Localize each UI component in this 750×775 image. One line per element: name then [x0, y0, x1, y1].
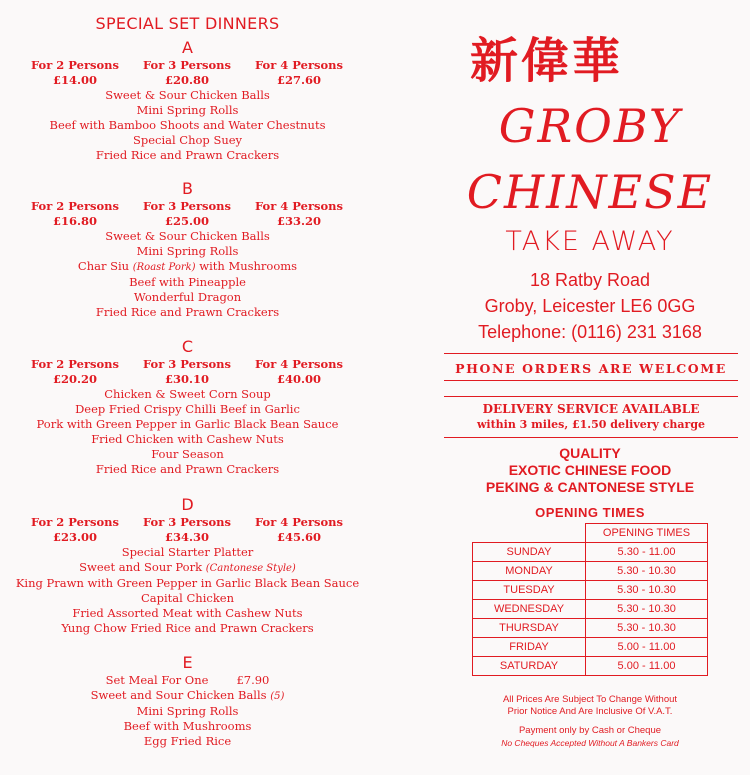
set-dinners-title: SPECIAL SET DINNERS: [95, 14, 280, 33]
dish-item: Yung Chow Fried Rice and Prawn Crackers: [61, 621, 314, 635]
table-row: [473, 657, 708, 676]
time-cell: 5.00 - 11.00: [586, 638, 708, 657]
dish-item: Capital Chicken: [140, 591, 234, 605]
takeaway-subtitle: TAKE AWAY: [505, 226, 675, 257]
time-cell: 5.30 - 10.30: [586, 581, 708, 600]
quality-line1: QUALITY: [559, 445, 621, 461]
quality-line2: EXOTIC CHINESE FOOD: [508, 462, 672, 478]
set-letter: A: [182, 38, 193, 57]
time-cell: 5.30 - 10.30: [586, 562, 708, 581]
price-value: £14.00: [52, 73, 97, 87]
price-value: £20.20: [52, 372, 97, 386]
set-meal-label: Set Meal For One: [105, 673, 209, 687]
address-line1: 18 Ratby Road: [529, 270, 651, 290]
table-row: [473, 562, 708, 581]
price-label: For 4 Persons: [255, 199, 343, 213]
set-prices: [0, 357, 375, 387]
delivery-line1: DELIVERY SERVICE AVAILABLE: [482, 402, 700, 416]
dish-item: Fried Chicken with Cashew Nuts: [91, 432, 284, 446]
price-value: £30.10: [164, 372, 209, 386]
set-prices: [0, 515, 375, 545]
set-prices: [0, 58, 375, 88]
telephone: Telephone: (0116) 231 3168: [478, 322, 702, 342]
chinese-name: 新偉華: [470, 33, 624, 89]
dish-text: Sweet and Sour Chicken Balls: [90, 688, 267, 702]
table-row: [473, 638, 708, 657]
dish-item: Mini Spring Rolls: [136, 704, 239, 718]
set-c: [0, 337, 375, 477]
quality-line3: PEKING & CANTONESE STYLE: [485, 479, 695, 495]
table-row: [473, 600, 708, 619]
dish-text: Sweet and Sour Pork: [79, 560, 203, 574]
dish-note: (5): [270, 691, 285, 702]
time-cell: 5.30 - 10.30: [586, 619, 708, 638]
price-label: For 3 Persons: [143, 58, 231, 72]
dish-item: Beef with Bamboo Shoots and Water Chestnuts: [49, 118, 326, 132]
phone-orders-banner: PHONE ORDERS ARE WELCOME: [455, 361, 727, 376]
price-label: For 4 Persons: [255, 357, 343, 371]
day-cell: SUNDAY: [473, 543, 586, 562]
price-label: For 2 Persons: [31, 357, 119, 371]
dish-item: Special Chop Suey: [132, 133, 243, 147]
price-label: For 3 Persons: [143, 199, 231, 213]
table-row: [473, 619, 708, 638]
set-letter: E: [182, 653, 193, 672]
price-value: £20.80: [164, 73, 209, 87]
set-meal-row: [0, 673, 375, 688]
table-header-row: [473, 524, 708, 543]
table-row: [473, 543, 708, 562]
price-value: £40.00: [276, 372, 321, 386]
dish-item: Deep Fried Crispy Chilli Beef in Garlic: [75, 402, 300, 416]
table-header: OPENING TIMES: [586, 524, 708, 543]
day-cell: FRIDAY: [473, 638, 586, 657]
restaurant-name-line2: CHINESE: [466, 165, 714, 219]
cheque-note: No Cheques Accepted Without A Bankers Card: [501, 738, 679, 748]
price-value: £27.60: [276, 73, 321, 87]
opening-times-table: [472, 523, 708, 676]
price-label: For 3 Persons: [143, 515, 231, 529]
dish-item: Sweet & Sour Chicken Balls: [105, 88, 270, 102]
time-cell: 5.30 - 11.00: [586, 543, 708, 562]
divider: [444, 437, 738, 438]
dish-item: Mini Spring Rolls: [136, 244, 239, 258]
time-cell: 5.30 - 10.30: [586, 600, 708, 619]
restaurant-info-panel: [430, 0, 750, 775]
price-value: £45.60: [276, 530, 321, 544]
dish-item: Wonderful Dragon: [133, 290, 242, 304]
price-value: £33.20: [276, 214, 321, 228]
dish-item: Sweet & Sour Chicken Balls: [105, 229, 270, 243]
price-label: For 3 Persons: [143, 357, 231, 371]
time-cell: 5.00 - 11.00: [586, 657, 708, 676]
dish-item: King Prawn with Green Pepper in Garlic Black Bean Sauce: [15, 576, 360, 590]
set-meal-price: £7.90: [236, 673, 270, 687]
delivery-banner: [444, 402, 738, 432]
price-label: For 2 Persons: [31, 58, 119, 72]
set-letter: B: [182, 179, 193, 198]
set-d: [0, 495, 375, 636]
disclaimer-line2: Prior Notice And Are Inclusive Of V.A.T.: [507, 706, 673, 717]
opening-times-title: OPENING TIMES: [535, 505, 645, 520]
dish-note: (Roast Pork): [132, 262, 196, 273]
address-line2: Groby, Leicester LE6 0GG: [484, 296, 696, 316]
price-value: £16.80: [52, 214, 97, 228]
set-b: [0, 179, 375, 320]
dish-item: [0, 259, 375, 275]
set-e: [0, 653, 375, 749]
dish-item: [0, 688, 375, 704]
dish-item: Beef with Pineapple: [129, 275, 246, 289]
dish-item: Four Season: [151, 447, 224, 461]
dish-item: Fried Rice and Prawn Crackers: [95, 148, 280, 162]
dish-item: Fried Rice and Prawn Crackers: [95, 462, 280, 476]
payment-note: Payment only by Cash or Cheque: [518, 725, 662, 736]
dish-item: Fried Assorted Meat with Cashew Nuts: [72, 606, 303, 620]
table-header-empty: [473, 524, 586, 543]
divider: [444, 353, 738, 354]
day-cell: MONDAY: [473, 562, 586, 581]
dish-item: Chicken & Sweet Corn Soup: [104, 387, 271, 401]
disclaimer-line1: All Prices Are Subject To Change Without: [502, 694, 678, 705]
dish-item: Special Starter Platter: [121, 545, 254, 559]
dish-item: Fried Rice and Prawn Crackers: [95, 305, 280, 319]
price-label: For 2 Persons: [31, 199, 119, 213]
dish-note: (Cantonese Style): [205, 563, 296, 574]
dish-item: [0, 560, 375, 576]
dish-text: Char Siu: [77, 259, 130, 273]
day-cell: THURSDAY: [473, 619, 586, 638]
dish-item: Pork with Green Pepper in Garlic Black Bean Sauce: [36, 417, 339, 431]
price-value: £23.00: [52, 530, 97, 544]
restaurant-name-line1: GROBY: [498, 99, 682, 153]
dish-item: Beef with Mushrooms: [123, 719, 252, 733]
price-label: For 4 Persons: [255, 58, 343, 72]
set-prices: [0, 199, 375, 229]
dish-item: Egg Fried Rice: [143, 734, 232, 748]
set-a: [0, 38, 375, 163]
set-letter: D: [181, 495, 194, 514]
price-value: £25.00: [164, 214, 209, 228]
divider: [444, 380, 738, 381]
delivery-line2: within 3 miles, £1.50 delivery charge: [476, 418, 706, 431]
divider: [444, 396, 738, 397]
price-label: For 4 Persons: [255, 515, 343, 529]
table-row: [473, 581, 708, 600]
dish-suffix: with Mushrooms: [199, 259, 298, 273]
set-letter: C: [181, 337, 194, 356]
day-cell: SATURDAY: [473, 657, 586, 676]
price-value: £34.30: [164, 530, 209, 544]
day-cell: WEDNESDAY: [473, 600, 586, 619]
day-cell: TUESDAY: [473, 581, 586, 600]
price-label: For 2 Persons: [31, 515, 119, 529]
dish-item: Mini Spring Rolls: [136, 103, 239, 117]
